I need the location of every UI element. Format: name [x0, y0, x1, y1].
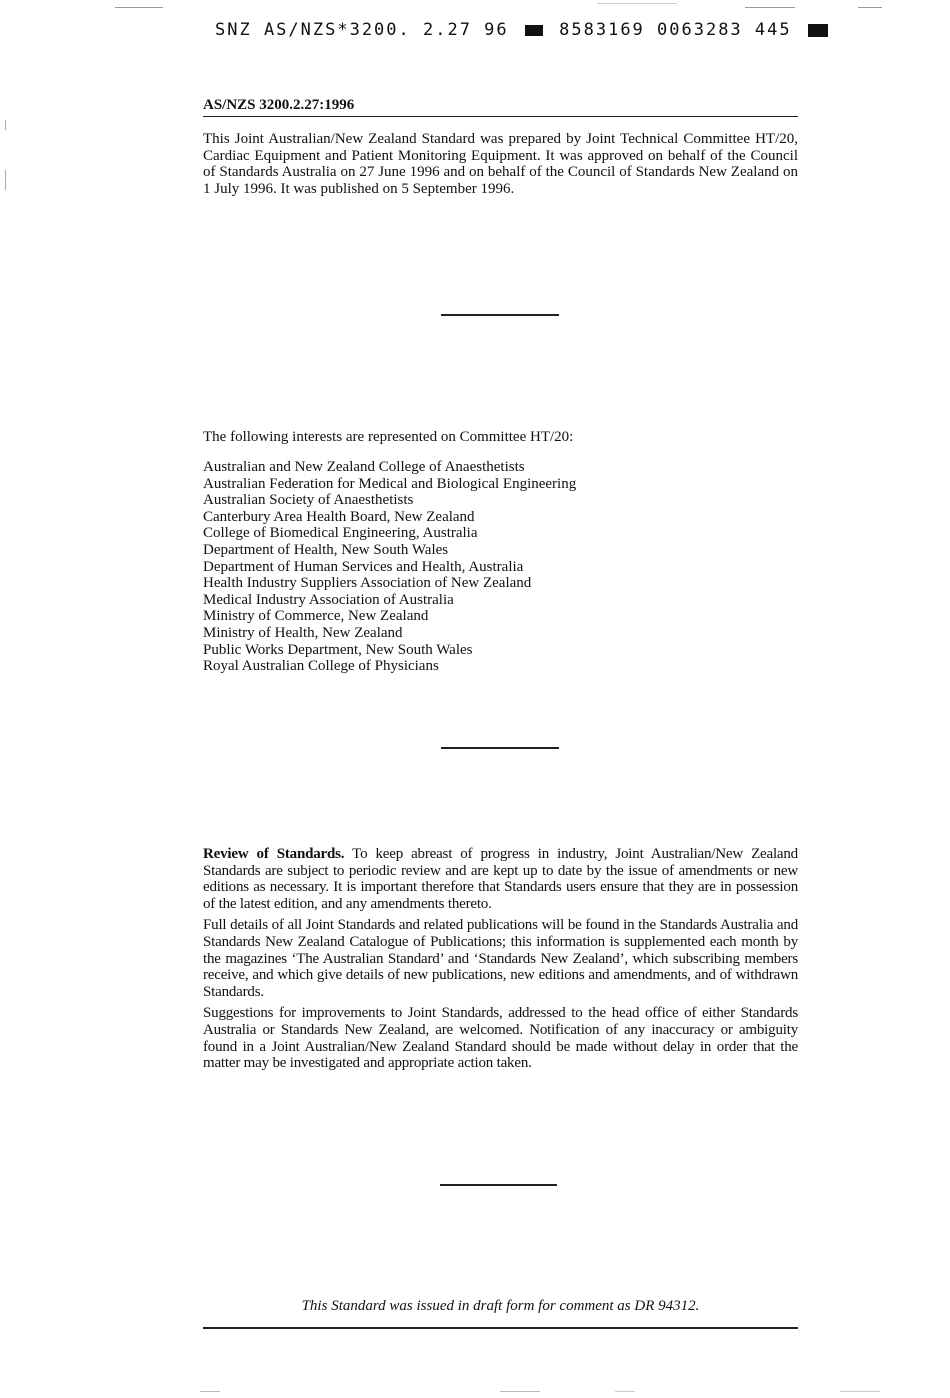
section-divider — [441, 314, 559, 316]
scan-edge-mark — [500, 1391, 540, 1392]
scan-header — [215, 20, 832, 40]
list-item: Department of Health, New South Wales — [203, 541, 449, 558]
scan-edge-mark — [840, 1391, 880, 1392]
list-item: Department of Human Services and Health, Australia — [203, 558, 524, 575]
bottom-rule — [203, 1327, 798, 1329]
review-lead: Review of Standards. — [203, 846, 345, 862]
review-paragraph-3: Suggestions for improvements to Joint Standards, addressed to the head office of either Standards Australia or Standards New Zealand, are welcomed. Notification of any inaccuracy or ambiguity found in a Joint Australian/New Zealand Standard should be made without delay in order that the matter may be investigated and appropriate action taken. — [203, 1005, 798, 1072]
standard-id: AS/NZS 3200.2.27:1996 — [203, 97, 798, 117]
interests-list — [203, 459, 576, 675]
scan-edge-mark — [745, 7, 795, 8]
barcode-block-icon — [525, 25, 543, 36]
scan-edge-mark — [115, 7, 163, 8]
scan-header-text: SNZ AS/NZS*3200. 2.27 96 — [215, 20, 509, 40]
barcode-block-icon — [808, 24, 828, 37]
review-paragraph-1-text: To keep abreast of progress in industry, Joint Australian/New Zealand Standards are subject to periodic review and are kept up to date by the issue of amendments or new editions as necessary. It is important therefore that Standards users ensure that they are in possession of the latest edition, and any amendments thereto. — [203, 846, 798, 912]
intro-paragraph: This Joint Australian/New Zealand Standard was prepared by Joint Technical Committee HT/20, Cardiac Equipment and Patient Monitoring Equipment. It was approved on behalf of the Council of Standards Australia on 27 June 1996 and on behalf of the Council of Standards New Zealand on 1 July 1996. It was published on 5 September 1996. — [203, 131, 798, 197]
section-divider — [440, 1184, 557, 1186]
list-item: Australian Federation for Medical and Biological Engineering — [203, 475, 577, 492]
scan-margin-tick — [5, 170, 6, 190]
scan-edge-mark — [200, 1391, 220, 1392]
list-item: Public Works Department, New South Wales — [203, 641, 473, 658]
list-item: Health Industry Suppliers Association of New Zealand — [203, 575, 532, 592]
list-item: Australian Society of Anaesthetists — [203, 492, 414, 509]
interests-heading: The following interests are represented on Committee HT/20: — [203, 429, 574, 445]
list-item: Royal Australian College of Physicians — [203, 658, 439, 675]
list-item: Australian and New Zealand College of Anaesthetists — [203, 459, 525, 475]
scan-edge-mark — [858, 7, 882, 8]
list-item: Ministry of Health, New Zealand — [203, 624, 403, 641]
review-paragraph-2: Full details of all Joint Standards and related publications will be found in the Standards Australia and Standards New Zealand Catalogue of Publications; this information is supplemented each month by the magazines ‘The Australian Standard’ and ‘Standards New Zealand’, which subscribing members receive, and which give details of new publications, new editions and amendments, and of withdrawn Standards. — [203, 917, 798, 1000]
list-item: Ministry of Commerce, New Zealand — [203, 608, 429, 625]
list-item: Medical Industry Association of Australia — [203, 591, 454, 608]
scan-margin-tick — [5, 120, 6, 130]
section-divider — [441, 747, 559, 749]
list-item: Canterbury Area Health Board, New Zealand — [203, 508, 475, 525]
scan-edge-mark — [615, 1391, 635, 1392]
draft-note: This Standard was issued in draft form for comment as DR 94312. — [301, 1298, 700, 1314]
scan-header-text-2: 8583169 0063283 445 — [559, 20, 792, 40]
review-paragraph-1 — [203, 846, 798, 912]
list-item: College of Biomedical Engineering, Australia — [203, 525, 478, 542]
review-section — [203, 846, 798, 1077]
scan-edge-mark — [597, 3, 677, 4]
